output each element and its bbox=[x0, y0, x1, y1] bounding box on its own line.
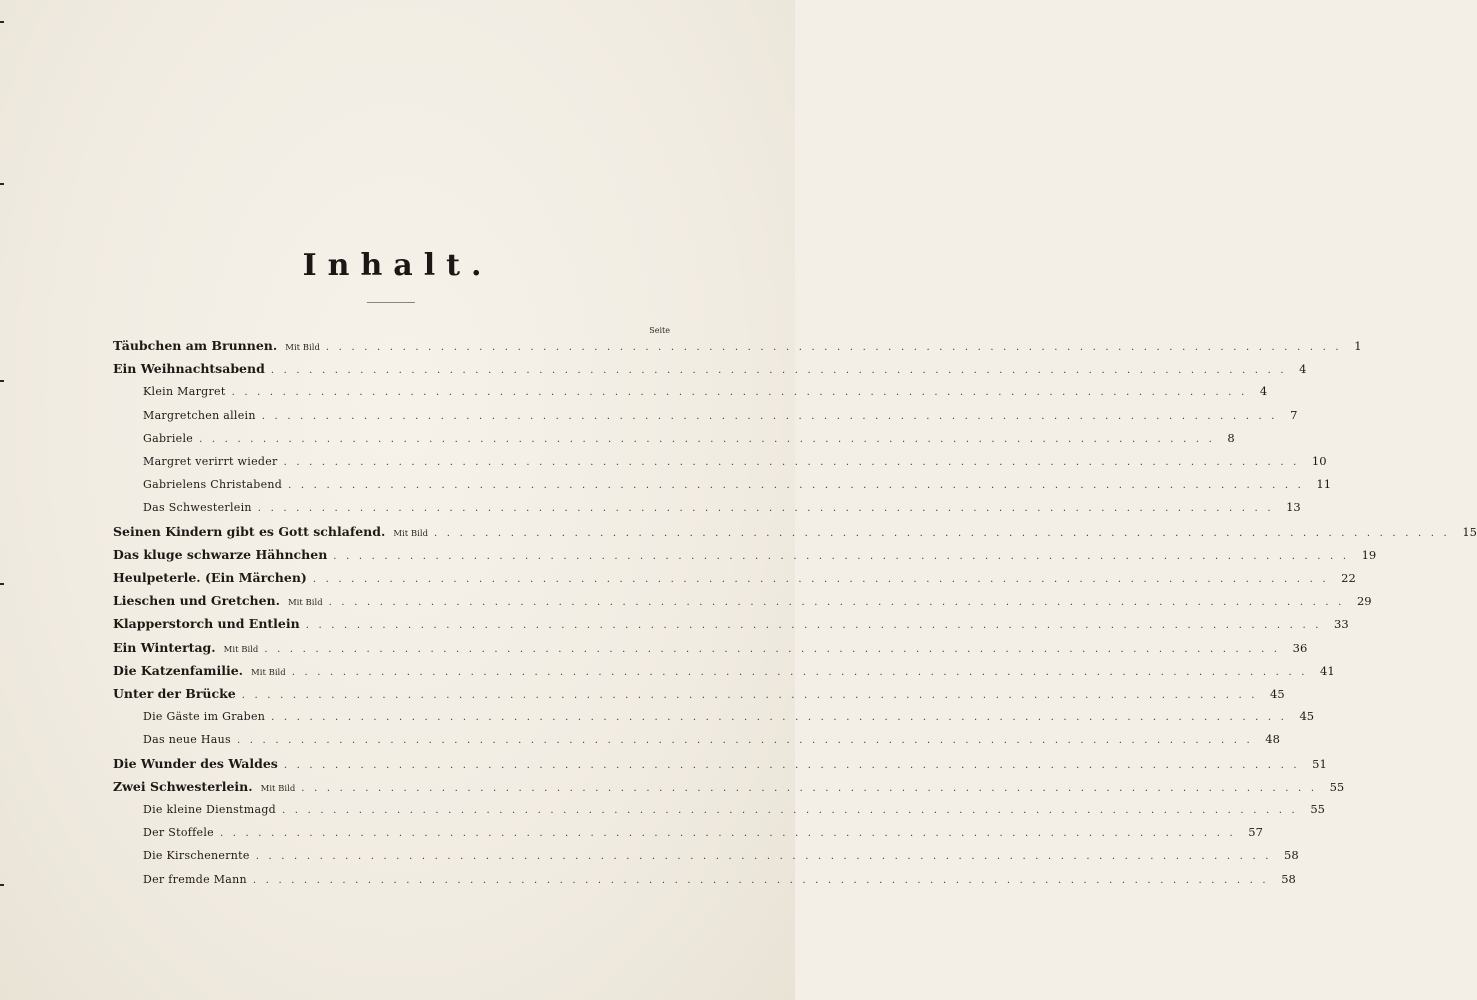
toc-page-number: 45 bbox=[1270, 687, 1285, 701]
toc-page-number: 4 bbox=[1259, 384, 1268, 399]
toc-entry bbox=[113, 778, 1345, 799]
toc-entry-title: Ein Weihnachtsabend bbox=[113, 361, 265, 377]
toc-subentry bbox=[143, 430, 1235, 451]
toc-entry-title: Klein Margret bbox=[143, 385, 226, 399]
toc-entry-title: Der fremde Mann bbox=[143, 872, 247, 886]
toc-entry-title: Seinen Kindern gibt es Gott schlafend. bbox=[113, 523, 386, 539]
toc-entry bbox=[113, 361, 1307, 381]
toc-page-number: 29 bbox=[1356, 594, 1372, 609]
illustration-note: Mit Bild bbox=[223, 644, 259, 655]
toc-entry-title: Die Wunder des Waldes bbox=[113, 755, 278, 771]
toc-entry-title: Heulpeterle. (Ein Märchen) bbox=[113, 570, 307, 585]
illustration-note: Mit Bild bbox=[287, 598, 323, 609]
toc-subentry bbox=[143, 454, 1327, 474]
dot-leader: ................................................................................ bbox=[261, 410, 1285, 422]
toc-entry-title: Das neue Haus bbox=[143, 733, 231, 747]
toc-entry-title: Die Katzenfamilie. bbox=[113, 662, 244, 678]
toc-page-number: 48 bbox=[1265, 732, 1280, 747]
toc-page-number: 41 bbox=[1320, 663, 1335, 678]
toc-entry bbox=[113, 593, 1372, 613]
dot-leader: ................................................................................ bbox=[312, 574, 1336, 585]
dot-leader: ................................................................................ bbox=[257, 503, 1281, 515]
illustration-note: Mit Bild bbox=[285, 343, 320, 353]
toc-page-number: 10 bbox=[1311, 454, 1327, 468]
toc-entry-title: Die kleine Dienstmagd bbox=[143, 803, 277, 816]
toc-entry-title: Lieschen und Gretchen. bbox=[113, 593, 280, 609]
page-title: Inhalt. bbox=[302, 248, 493, 283]
toc-page-number: 1 bbox=[1354, 339, 1362, 353]
dot-leader: ................................................................................ bbox=[301, 782, 1324, 794]
toc-entry-title: Gabrielens Christabend bbox=[143, 478, 283, 492]
toc-subentry bbox=[143, 477, 1332, 497]
binding-mark bbox=[0, 380, 4, 382]
toc-entry-title: Das Schwesterlein bbox=[143, 501, 252, 515]
dot-leader: ................................................................................ bbox=[271, 712, 1294, 724]
toc-entry-title: Das kluge schwarze Hähnchen bbox=[113, 546, 328, 562]
toc-entry bbox=[113, 616, 1349, 636]
page-column-label: Seite bbox=[649, 326, 670, 335]
binding-mark bbox=[0, 583, 4, 585]
dot-leader: ................................................................................ bbox=[328, 597, 1351, 609]
toc-page-number: 4 bbox=[1299, 362, 1307, 377]
toc-entry-title: Zwei Schwesterlein. bbox=[113, 778, 253, 794]
toc-subentry bbox=[143, 871, 1296, 892]
toc-page-number: 36 bbox=[1292, 640, 1308, 655]
toc-entry-title: Der Stoffele bbox=[143, 826, 214, 840]
toc-entry-title: Die Kirschenernte bbox=[143, 849, 250, 863]
toc-page-number: 7 bbox=[1290, 407, 1298, 422]
toc-page-number: 58 bbox=[1281, 871, 1296, 886]
dot-leader: ................................................................................ bbox=[325, 342, 1349, 353]
dot-leader: ................................................................................ bbox=[434, 527, 1457, 539]
toc-subentry bbox=[143, 500, 1301, 520]
dot-leader: ................................................................................ bbox=[283, 759, 1307, 771]
toc-entry bbox=[113, 546, 1377, 567]
toc-page-number: 13 bbox=[1286, 500, 1301, 515]
toc-entry-title: Unter der Brücke bbox=[113, 686, 236, 701]
dot-leader: ................................................................................ bbox=[283, 457, 1306, 468]
toc-subentry bbox=[143, 407, 1298, 428]
toc-entry-title: Die Gäste im Graben bbox=[143, 710, 266, 724]
dot-leader: ................................................................................ bbox=[333, 550, 1356, 562]
binding-mark bbox=[0, 21, 4, 23]
dot-leader: ................................................................................ bbox=[231, 387, 1254, 399]
toc-page-number: 22 bbox=[1341, 571, 1356, 585]
toc-page-number: 11 bbox=[1316, 477, 1332, 492]
toc-entry bbox=[113, 523, 1477, 544]
toc-entry bbox=[113, 662, 1335, 683]
toc-entry bbox=[113, 686, 1285, 706]
toc-page-number: 45 bbox=[1299, 709, 1315, 724]
toc-page-number: 55 bbox=[1329, 779, 1345, 794]
dot-leader: ................................................................................ bbox=[282, 805, 1305, 816]
toc-entry-title: Ein Wintertag. bbox=[113, 639, 216, 655]
toc-entry-title: Gabriele bbox=[143, 431, 194, 445]
dot-leader: ................................................................................ bbox=[236, 735, 1260, 747]
toc-subentry bbox=[143, 384, 1268, 404]
toc-page-number: 51 bbox=[1312, 756, 1327, 771]
dot-leader: ................................................................................ bbox=[199, 433, 1222, 445]
title-divider bbox=[367, 302, 415, 303]
dot-leader: ................................................................................ bbox=[219, 828, 1243, 840]
binding-mark bbox=[0, 183, 4, 185]
illustration-note: Mit Bild bbox=[251, 667, 286, 678]
toc-entry bbox=[113, 755, 1327, 776]
toc-entry bbox=[113, 338, 1362, 358]
toc-subentry bbox=[143, 825, 1263, 845]
dot-leader: ................................................................................ bbox=[255, 851, 1279, 863]
toc-page-number: 58 bbox=[1284, 848, 1299, 863]
dot-leader: ................................................................................ bbox=[291, 666, 1314, 678]
toc-page-number: 57 bbox=[1248, 825, 1263, 840]
toc-entry-title: Margretchen allein bbox=[143, 408, 256, 422]
toc-page-number: 15 bbox=[1462, 524, 1477, 539]
dot-leader: ................................................................................ bbox=[264, 643, 1287, 655]
toc-entry-title: Margret verirrt wieder bbox=[143, 455, 278, 468]
toc-page-number: 8 bbox=[1227, 430, 1235, 445]
illustration-note: Mit Bild bbox=[393, 528, 429, 539]
toc-subentry bbox=[143, 732, 1280, 752]
toc-subentry bbox=[143, 848, 1299, 868]
binding-mark bbox=[0, 884, 4, 886]
toc-subentry bbox=[143, 709, 1315, 729]
toc-page-number: 33 bbox=[1334, 617, 1349, 632]
dot-leader: ................................................................................ bbox=[270, 365, 1294, 377]
toc-entry bbox=[113, 570, 1356, 590]
illustration-note: Mit Bild bbox=[260, 783, 296, 794]
dot-leader: ................................................................................ bbox=[305, 620, 1329, 632]
dot-leader: ................................................................................ bbox=[288, 480, 1311, 492]
toc-page-number: 55 bbox=[1310, 802, 1325, 816]
toc-subentry bbox=[143, 802, 1325, 822]
toc-entry bbox=[113, 639, 1308, 660]
toc-entry-title: Täubchen am Brunnen. bbox=[113, 338, 278, 353]
dot-leader: ................................................................................ bbox=[241, 690, 1265, 701]
toc-entry-title: Klapperstorch und Entlein bbox=[113, 616, 300, 632]
toc-page-number: 19 bbox=[1361, 547, 1377, 562]
dot-leader: ................................................................................ bbox=[252, 874, 1276, 886]
